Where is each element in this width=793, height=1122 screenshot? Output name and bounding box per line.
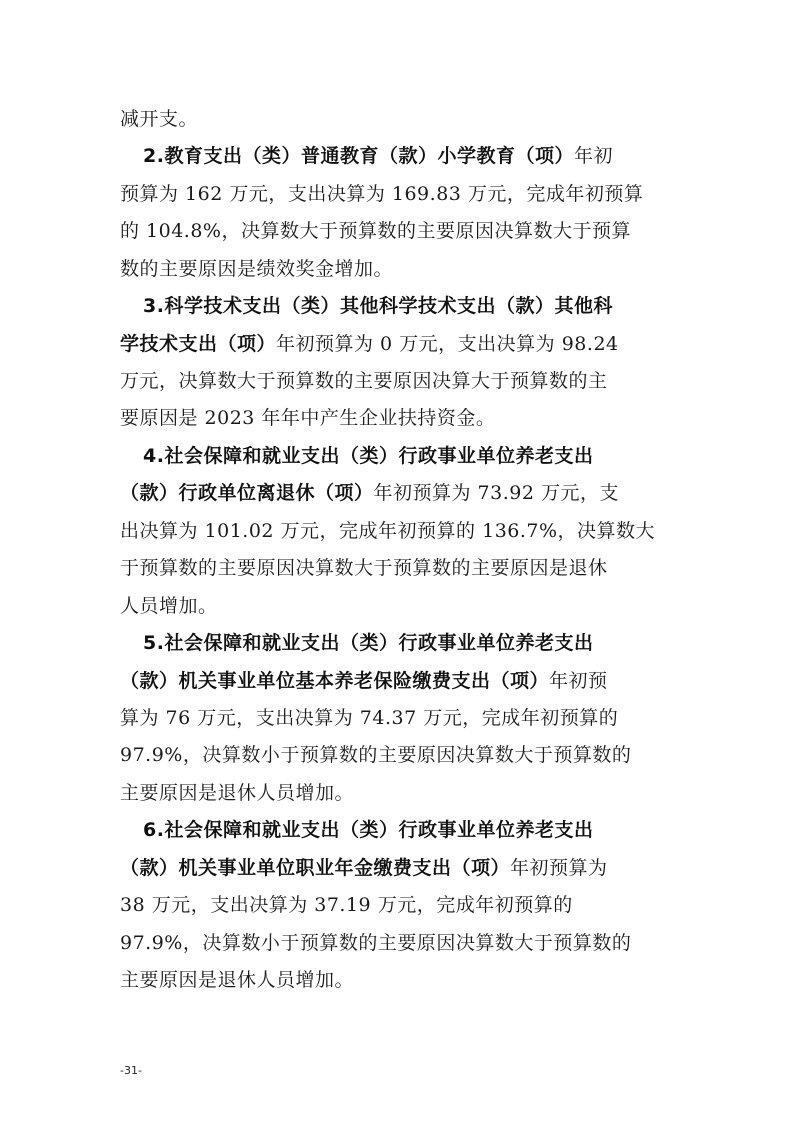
item-5-heading-cont: （款）机关事业单位基本养老保险缴费支出（项） [120,670,550,692]
paragraph-text: 年初预算为 0 万元，支出决算为 98.24 [276,333,619,355]
paragraph-text: 主要原因是退休人员增加。 [120,782,355,804]
paragraph-text: 年初预算为 73.92 万元，支 [373,482,619,504]
item-6-line-4 [120,928,631,955]
paragraph-text: 38 万元，支出决算为 37.19 万元，完成年初预算的 [120,894,573,916]
paragraph-text: 的 104.8%，决算数大于预算数的主要原因决算数大于预算 [120,220,631,242]
item-3-line-2 [120,329,619,356]
item-5-line-2 [120,666,608,693]
paragraph-line [120,104,198,131]
item-3-line-3 [120,366,608,393]
paragraph-text: 年初预算为 [510,857,608,879]
item-6-line-5 [120,965,354,992]
paragraph-text: 减开支。 [120,108,199,130]
item-2-line-2 [120,179,643,206]
item-5-heading: 5.社会保障和就业支出（类）行政事业单位养老支出 [143,632,594,654]
item-6-line-2 [120,853,608,880]
paragraph-text: 要原因是 2023 年年中产生企业扶持资金。 [120,407,496,429]
item-3-heading-cont: 学技术支出（项） [120,333,277,355]
paragraph-text: 预算为 162 万元，支出决算为 169.83 万元，完成年初预算 [120,183,644,205]
item-3-line-1 [143,291,613,318]
item-6-heading: 6.社会保障和就业支出（类）行政事业单位养老支出 [143,819,594,841]
item-2-heading: 2.教育支出（类）普通教育（款）小学教育（项） [143,145,574,167]
item-5-line-3 [120,703,618,730]
paragraph-text: 97.9%，决算数小于预算数的主要原因决算数大于预算数的 [120,932,632,954]
paragraph-text: 人员增加。 [120,595,218,617]
item-2-line-4 [120,254,393,281]
paragraph-text: 年初预 [549,670,608,692]
paragraph-text: 97.9%，决算数小于预算数的主要原因决算数大于预算数的 [120,744,632,766]
item-6-heading-cont: （款）机关事业单位职业年金缴费支出（项） [120,857,511,879]
item-5-line-5 [120,778,354,805]
item-5-line-1 [143,628,593,655]
paragraph-text: 出决算为 101.02 万元，完成年初预算的 136.7%，决算数大 [120,520,656,542]
item-2-line-1 [143,141,613,168]
item-4-heading: 4.社会保障和就业支出（类）行政事业单位养老支出 [143,445,594,467]
item-6-line-3 [120,890,573,917]
item-3-line-4 [120,403,495,430]
item-2-line-3 [120,216,631,243]
item-4-line-2 [120,478,619,505]
paragraph-text: 主要原因是退休人员增加。 [120,969,355,991]
item-4-line-3 [120,516,655,543]
item-3-heading: 3.科学技术支出（类）其他科学技术支出（款）其他科 [143,295,613,317]
item-4-line-5 [120,591,218,618]
paragraph-text: 数的主要原因是绩效奖金增加。 [120,258,394,280]
paragraph-text: 万元，决算数大于预算数的主要原因决算大于预算数的主 [120,370,608,392]
paragraph-text: 算为 76 万元，支出决算为 74.37 万元，完成年初预算的 [120,707,619,729]
paragraph-text: 于预算数的主要原因决算数大于预算数的主要原因是退休 [120,557,608,579]
item-4-line-4 [120,553,608,580]
paragraph-text: 年初 [573,145,613,167]
item-6-line-1 [143,815,593,842]
item-5-line-4 [120,740,631,767]
item-4-line-1 [143,441,593,468]
page-number: -31- [120,1064,142,1077]
item-4-heading-cont: （款）行政单位离退休（项） [120,482,374,504]
